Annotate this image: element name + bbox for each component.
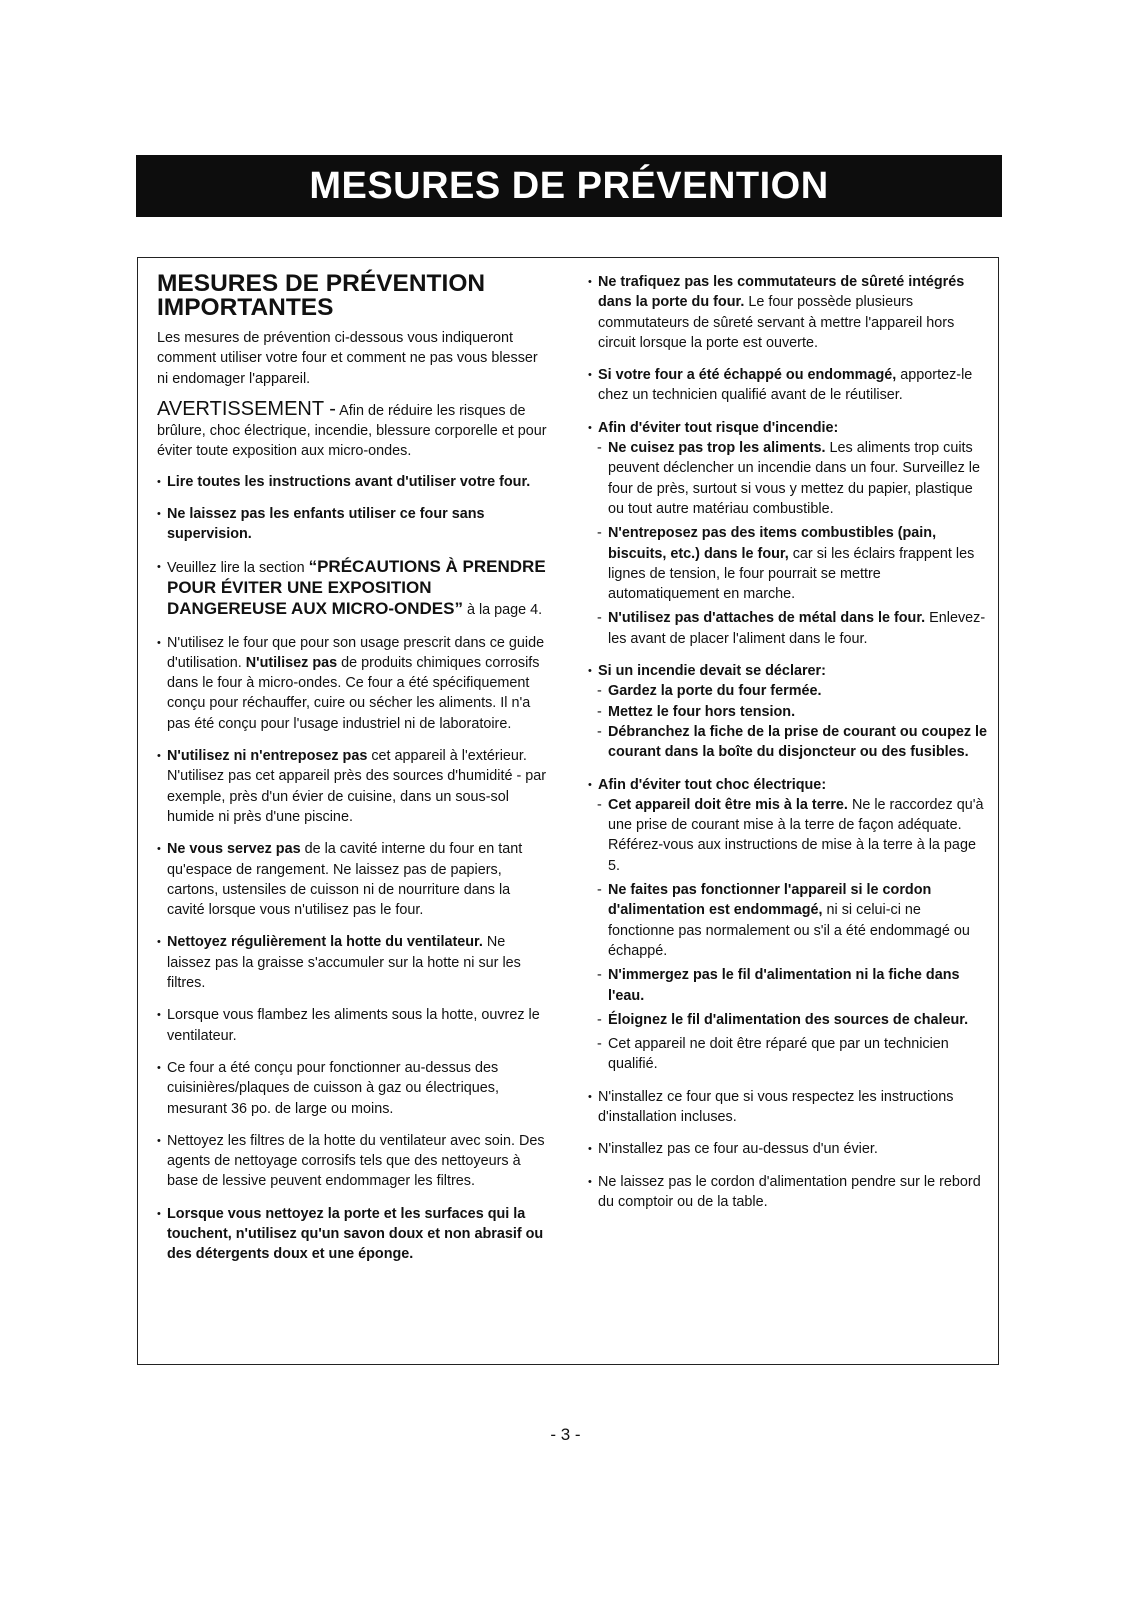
shock-group [588, 775, 988, 1075]
fire-event-group [588, 661, 988, 762]
item-emphasis: Ne cuisez pas trop les aliments. [608, 440, 826, 457]
sub-item: - Éloignez le fil d'alimentation des sources de chaleur. [597, 1011, 969, 1028]
list-item [157, 839, 549, 920]
sub-item: - Cet appareil ne doit être réparé que par un technicien qualifié. [597, 1036, 949, 1073]
item-emphasis: Lorsque vous nettoyez la porte et les surfaces qui la touchent, n'utilisez qu'un savon doux et non abrasif ou des détergents doux et une éponge. [167, 1205, 544, 1263]
fire-risk-group [588, 418, 988, 649]
section-reference: “PRÉCAUTIONS À PRENDRE POUR ÉVITER UNE EXPOSITION DANGEREUSE AUX MICRO-ONDES” [167, 556, 546, 619]
sub-item: - Gardez la porte du four fermée. [597, 683, 822, 700]
item-emphasis: Nettoyez régulièrement la hotte du ventilateur. [167, 934, 483, 951]
sub-item: - Cet appareil doit être mis à la terre. Ne le raccordez qu'à une prise de courant mise à la terre de façon adéquate. Référez-vous aux instructions de mise à la terre à la page 5. [597, 796, 984, 874]
sub-item: - Débranchez la fiche de la prise de courant ou coupez le courant dans la boîte du disjoncteur ou des fusibles. [597, 723, 988, 761]
list-item [157, 504, 549, 545]
list-item [157, 472, 549, 492]
item-text: Ne laissez pas le cordon d'alimentation pendre sur le rebord du comptoir ou de la table. [598, 1173, 981, 1210]
list-item [588, 272, 988, 353]
group-heading: Afin d'éviter tout risque d'incendie: [598, 419, 839, 436]
list-item [588, 775, 988, 795]
sub-item: - N'utilisez pas d'attaches de métal dans le four. Enlevez-les avant de placer l'aliment dans le four. [597, 610, 986, 647]
group-heading: Afin d'éviter tout choc électrique: [598, 776, 827, 793]
item-text: Enlevez-les avant de placer l'aliment dans le four. [608, 610, 986, 647]
list-item [588, 661, 988, 681]
item-emphasis: Éloignez le fil d'alimentation des sources de chaleur. [608, 1011, 969, 1028]
list-item [157, 1131, 549, 1192]
list-item [157, 633, 549, 734]
item-emphasis: N'utilisez pas [245, 654, 338, 671]
item-text: Les aliments trop cuits peuvent déclencher un incendie dans un four. Surveillez le four de près, surtout si vous y mettez du papier, plastique ou tout autre matériau combustible. [608, 440, 981, 517]
item-text: Lire toutes les instructions avant d'utiliser votre four. [167, 473, 531, 490]
item-text: à la page 4. [466, 602, 543, 619]
item-emphasis: N'entreposez pas des items combustibles (pain, biscuits, etc.) dans le four, [608, 525, 937, 562]
warning-text: Afin de réduire les risques de brûlure, choc électrique, incendie, blessure corporelle et pour éviter toute exposition aux micro-ondes. [157, 402, 547, 460]
sub-item: - Mettez le four hors tension. [597, 703, 796, 720]
list-item [157, 557, 549, 621]
intro-text: Les mesures de prévention ci-dessous vous indiqueront comment utiliser votre four et comment ne pas vous blesser ni endomager l'appareil. [157, 330, 538, 387]
item-text: Lorsque vous flambez les aliments sous la hotte, ouvrez le ventilateur. [167, 1007, 540, 1044]
group-heading: Si un incendie devait se déclarer: [598, 663, 826, 680]
warning-heading: AVERTISSEMENT - [157, 397, 336, 420]
item-text: car si les éclairs frappent les lignes de tension, le four pourrait se mettre automatiquement en marche. [608, 545, 975, 603]
list-item [588, 1172, 988, 1213]
list-item [588, 418, 988, 438]
sub-item: - Ne cuisez pas trop les aliments. Les aliments trop cuits peuvent déclencher un incendie dans un four. Surveillez le four de près, surtout si vous y mettez du papier, plastique ou tout autre matériau combustible. [597, 440, 981, 517]
item-text: N'utilisez le four que pour son usage prescrit dans ce guide d'utilisation. [167, 634, 545, 671]
item-emphasis: Ne vous servez pas [167, 841, 301, 858]
page-number: - 3 - [550, 1425, 581, 1444]
item-emphasis: N'utilisez ni n'entreposez pas [167, 748, 368, 765]
item-text: Nettoyez les filtres de la hotte du ventilateur avec soin. Des agents de nettoyage corrosifs tels que des nettoyeurs à base de lessive peuvent endommager les filtres. [167, 1132, 545, 1190]
list-item [588, 1139, 988, 1159]
warning-paragraph [157, 399, 549, 462]
item-text: Ne laissez pas les enfants utiliser ce four sans supervision. [167, 506, 485, 543]
item-emphasis: N'utilisez pas d'attaches de métal dans le four. [608, 610, 926, 627]
section-title: MESURES DE PRÉVENTION IMPORTANTES [157, 270, 486, 321]
list-item [157, 1058, 549, 1119]
list-item [157, 932, 549, 993]
item-emphasis: Cet appareil doit être mis à la terre. [608, 796, 848, 813]
item-text: cet appareil à l'extérieur. N'utilisez pas cet appareil près des sources d'humidité - par exemple, près d'un évier de cuisine, dans un sous-sol humide ni près d'une piscine. [167, 748, 547, 825]
item-emphasis: Gardez la porte du four fermée. [608, 683, 822, 700]
item-emphasis: N'immergez pas le fil d'alimentation ni la fiche dans l'eau. [608, 967, 960, 1004]
item-text: de produits chimiques corrosifs dans le four à micro-ondes. Ce four a été spécifiquement conçu pour réchauffer, cuire ou sécher les aliments. Il n'a pas été conçu pour l'usage industriel ni de laboratoire. [167, 654, 540, 732]
item-text: apportez-le chez un technicien qualifié avant de le réutiliser. [598, 367, 973, 404]
item-emphasis: Ne faites pas fonctionner l'appareil si le cordon d'alimentation est endommagé, [608, 882, 932, 919]
item-text: N'installez pas ce four au-dessus d'un évier. [598, 1141, 878, 1158]
left-column [157, 272, 549, 1277]
list-item [157, 1204, 549, 1265]
list-item [588, 1087, 988, 1128]
sub-item: - Ne faites pas fonctionner l'appareil si le cordon d'alimentation est endommagé, ni si celui-ci ne fonctionne pas normalement ou s'il a été endommagé ou échappé. [597, 882, 970, 959]
item-text: Ce four a été conçu pour fonctionner au-dessus des cuisinières/plaques de cuisson à gaz ou électriques, mesurant 36 po. de large ou moins. [167, 1059, 499, 1117]
banner-title: MESURES DE PRÉVENTION [309, 164, 829, 207]
item-emphasis: Si votre four a été échappé ou endommagé, [598, 367, 897, 384]
item-text: ni si celui-ci ne fonctionne pas normalement ou s'il a été endommagé ou échappé. [608, 902, 970, 959]
item-text: N'installez ce four que si vous respectez les instructions d'installation incluses. [598, 1088, 954, 1125]
sub-item: - N'entreposez pas des items combustibles (pain, biscuits, etc.) dans le four, car si les éclairs frappent les lignes de tension, le four pourrait se mettre automatiquement en marche. [597, 525, 975, 603]
item-text: Ne le raccordez qu'à une prise de courant mise à la terre de façon adéquate. Référez-vous aux instructions de mise à la terre à la page 5. [608, 796, 984, 874]
list-item [157, 746, 549, 827]
item-emphasis: Mettez le four hors tension. [608, 703, 796, 720]
item-text: de la cavité interne du four en tant qu'espace de rangement. Ne laissez pas de papiers, cartons, ustensiles de cuisson ni de nourriture dans la cavité lorsque vous n'utilisez pas le four. [167, 841, 523, 919]
item-emphasis: Ne trafiquez pas les commutateurs de sûreté intégrés dans la porte du four. [598, 274, 965, 311]
item-text: Veuillez lire la section [167, 559, 305, 576]
list-item [588, 365, 988, 406]
list-item [157, 1005, 549, 1046]
item-text: Ne laissez pas la graisse s'accumuler sur la hotte ni sur les filtres. [167, 934, 521, 992]
right-column [588, 272, 988, 1224]
item-text: Cet appareil ne doit être réparé que par un technicien qualifié. [608, 1036, 949, 1073]
sub-item: - N'immergez pas le fil d'alimentation ni la fiche dans l'eau. [597, 967, 960, 1004]
item-emphasis: Débranchez la fiche de la prise de courant ou coupez le courant dans la boîte du disjoncteur ou des fusibles. [608, 723, 988, 761]
page-banner [136, 155, 1002, 217]
item-text: Le four possède plusieurs commutateurs de sûreté servant à mettre l'appareil hors circuit lorsque la porte est ouverte. [598, 294, 955, 351]
